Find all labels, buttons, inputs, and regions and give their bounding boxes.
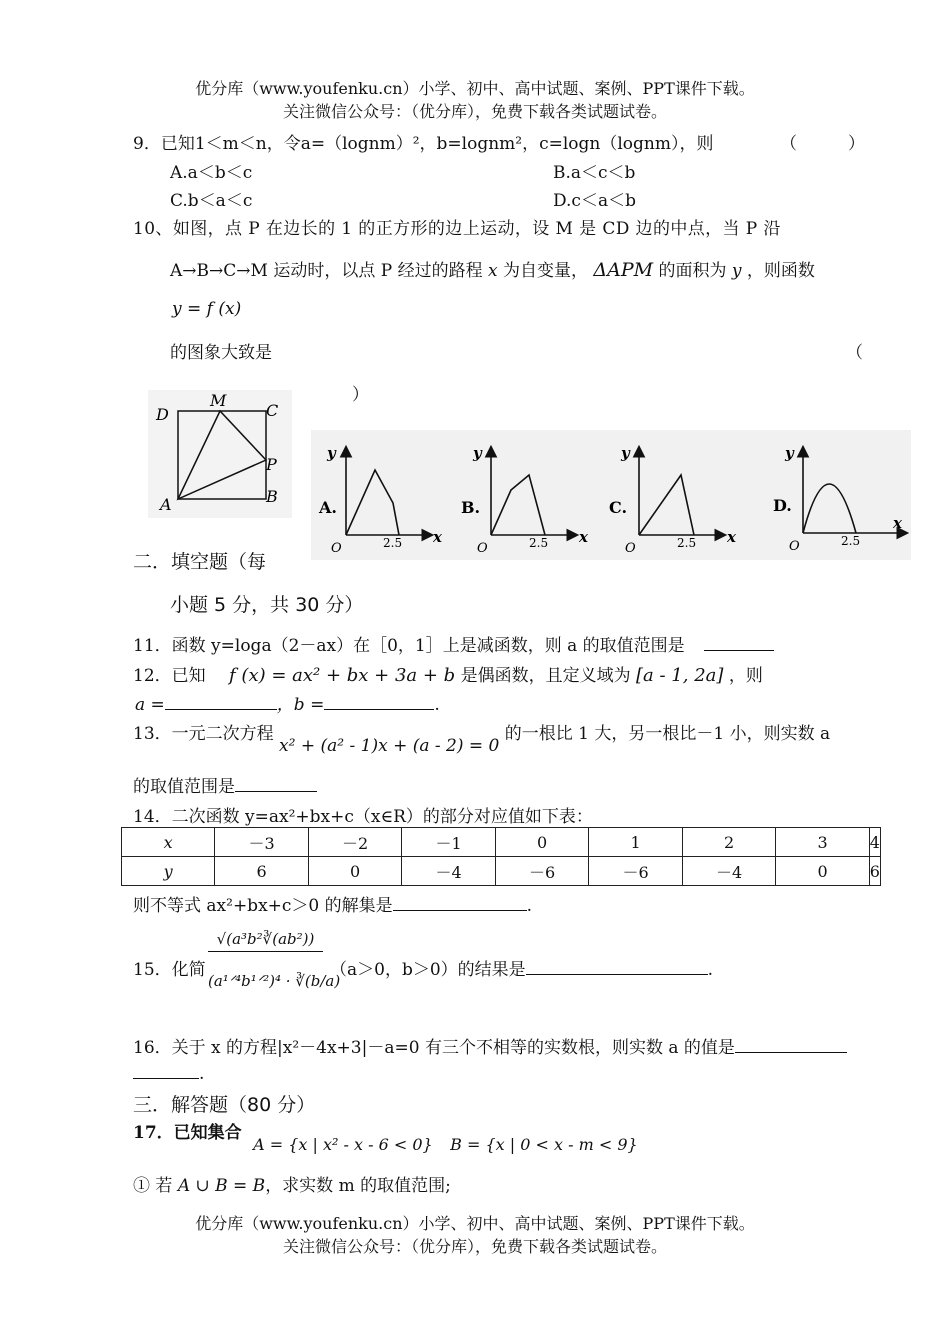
q12 <box>133 661 763 686</box>
q15-denominator: (a¹ᐟ⁴b¹ᐟ²)⁴ · ∛(b/a) <box>208 972 341 990</box>
graph-b-x: x <box>579 528 588 546</box>
q10-paren-open: （ <box>846 343 863 363</box>
graph-c-x: x <box>727 528 736 546</box>
graph-b-y: y <box>473 444 482 462</box>
graph-d <box>773 444 906 554</box>
q16-line-2 <box>133 1062 204 1084</box>
table-cell: 0 <box>308 857 402 886</box>
table-header-y <box>122 857 215 886</box>
q14-blank <box>393 894 527 911</box>
q10-function-expr: y = f (x) <box>172 299 242 319</box>
q15-blank <box>526 958 708 975</box>
graph-b-tick: 2.5 <box>529 536 549 550</box>
graph-c-label: C. <box>609 498 628 517</box>
y-label: y <box>163 861 173 881</box>
q12-expr: f (x) = ax² + bx + 3a + b <box>229 665 456 686</box>
x-label: x <box>163 832 173 852</box>
q15-pre: 15．化简 <box>133 960 206 980</box>
graph-b-label: B. <box>461 498 481 517</box>
q10-var-x: x <box>487 261 498 281</box>
q15-end: . <box>707 960 714 980</box>
q17 <box>133 1118 638 1154</box>
table-cell: 3 <box>776 828 869 857</box>
table-cell: 6 <box>869 857 880 886</box>
graph-d-tick: 2.5 <box>841 534 861 548</box>
table-cell: 0 <box>776 857 869 886</box>
q14-value-table <box>121 827 881 886</box>
q17-part1-b: ，求实数 m 的取值范围; <box>265 1176 451 1196</box>
q10-line-4: 的图象大致是 <box>170 343 272 363</box>
square-diagram <box>148 390 292 518</box>
graph-c-origin: O <box>625 541 636 556</box>
q15-cond: （a＞0，b＞0）的结果是 <box>330 960 526 980</box>
q12-mid: 是偶函数，且定义域为 <box>460 666 631 686</box>
square-outline <box>178 411 266 499</box>
table-cell: －6 <box>589 857 683 886</box>
graph-d-origin: O <box>789 539 800 554</box>
table-cell: －3 <box>215 828 309 857</box>
table-cell: 1 <box>589 828 683 857</box>
graph-d-x: x <box>893 514 902 532</box>
q15-numerator: √(a³b²∛(ab²)) <box>208 930 323 952</box>
q16-text: 16．关于 x 的方程|x²－4x+3|－a=0 有三个不相等的实数根，则实数 a 的值是 <box>133 1038 735 1058</box>
q10-line-1: 10、如图，点 P 在边长的 1 的正方形的边上运动，设 M 是 CD 边的中点，当 P 沿 <box>133 219 781 239</box>
q12-domain: [a - 1, 2a] <box>636 665 724 686</box>
graph-a-x: x <box>433 528 442 546</box>
q17-set-a: A = {x | x² - x - 6 < 0} <box>253 1135 433 1154</box>
graph-b-curve <box>491 475 545 535</box>
table-cell: －6 <box>495 857 589 886</box>
graph-options <box>311 430 911 560</box>
table-cell: －1 <box>402 828 496 857</box>
q14-after-text: 则不等式 ax²+bx+c＞0 的解集是 <box>133 896 393 916</box>
header-line-2: 关注微信公众号：（优分库），免费下载各类试题试卷。 <box>282 102 667 121</box>
graph-c-y: y <box>621 444 630 462</box>
graph-b-origin: O <box>477 541 488 556</box>
q12-end: . <box>434 695 440 715</box>
graph-a-origin: O <box>331 541 342 556</box>
q12-pre: 12．已知 <box>133 666 206 686</box>
q12-a-blank <box>165 693 277 710</box>
graph-d-y: y <box>785 444 794 462</box>
section-2-title-b: 小题 5 分，共 30 分） <box>170 594 364 616</box>
q10-var-y: y <box>731 261 742 281</box>
graph-a <box>318 444 443 556</box>
table-cell: －4 <box>682 857 776 886</box>
q17-part1-a: ① 若 <box>133 1176 173 1196</box>
q10-function <box>172 299 241 319</box>
q16-line-1 <box>133 1033 847 1058</box>
label-a: A <box>160 495 172 514</box>
q11-blank <box>704 634 774 651</box>
q13-line-2-text: 的取值范围是 <box>133 777 235 797</box>
q16-blank-1 <box>735 1036 847 1053</box>
triangle-apm <box>178 411 266 499</box>
q13 <box>133 719 831 756</box>
table-cell: 0 <box>495 828 589 857</box>
table-cell: 6 <box>215 857 309 886</box>
q9-option-c: C.b＜a＜c <box>170 191 253 211</box>
graph-d-curve <box>803 484 856 533</box>
section-3-title: 三．解答题（80 分） <box>133 1094 316 1116</box>
table-header-x <box>122 828 215 857</box>
q14-stem: 14．二次函数 y=ax²+bx+c（x∈R）的部分对应值如下表： <box>133 807 593 827</box>
q17-pre: 17．已知集合 <box>133 1123 242 1143</box>
q17-part-1 <box>133 1171 451 1196</box>
q17-part1-expr: A ∪ B = B <box>177 1176 266 1196</box>
header-line-1: 优分库（www.youfenku.cn）小学、初中、高中试题、案例、PPT课件下载。 <box>195 79 755 98</box>
q10-line-2b: 为自变量， <box>502 261 588 281</box>
table-cell: 4 <box>869 828 880 857</box>
q10-line-2d: ，则函数 <box>746 261 815 281</box>
graph-a-curve <box>346 470 399 535</box>
square-figure <box>148 390 292 518</box>
q13-blank <box>235 775 317 792</box>
q10-paren-close: ） <box>352 385 369 405</box>
q16-blank-2 <box>133 1062 199 1079</box>
footer-line-2: 关注微信公众号：（优分库），免费下载各类试题试卷。 <box>282 1237 667 1256</box>
q16-end: . <box>199 1064 205 1084</box>
graph-d-label: D. <box>773 496 792 515</box>
table-row-y <box>122 857 881 886</box>
label-d: D <box>156 405 169 424</box>
q10-triangle-apm: ΔAPM <box>593 259 654 281</box>
q12-b-blank <box>324 693 434 710</box>
label-p: P <box>266 455 277 474</box>
graph-c <box>609 444 737 556</box>
q13-expr: x² + (a² - 1)x + (a - 2) = 0 <box>279 736 500 756</box>
label-b: B <box>266 487 278 506</box>
graph-b <box>461 444 589 556</box>
label-m: M <box>210 391 227 410</box>
table-cell: －4 <box>402 857 496 886</box>
q9-option-a: A.a＜b＜c <box>170 163 253 183</box>
footer-line-1: 优分库（www.youfenku.cn）小学、初中、高中试题、案例、PPT课件下载。 <box>195 1214 755 1233</box>
q14-after <box>133 891 532 916</box>
q15-tail <box>330 955 713 980</box>
q12-post: ，则 <box>728 666 763 686</box>
q15-fraction <box>208 930 341 990</box>
q12-b-eq: ，b = <box>276 695 325 715</box>
q12-a-eq: a = <box>135 695 165 715</box>
graph-a-y: y <box>327 444 336 462</box>
q13-pre: 13．一元二次方程 <box>133 724 274 744</box>
label-c: C <box>266 401 279 420</box>
q10-line-2c: 的面积为 <box>658 261 727 281</box>
q11-text: 11．函数 y=loga（2－ax）在［0，1］上是减函数，则 a 的取值范围是 <box>133 636 685 656</box>
q13-line-2 <box>133 772 317 797</box>
q9-option-b: B.a＜c＜b <box>553 163 636 183</box>
graph-a-tick: 2.5 <box>383 536 403 550</box>
graph-options-svg <box>311 430 911 560</box>
q14-end: . <box>526 896 533 916</box>
graph-a-label: A. <box>319 498 337 517</box>
q10-line-2a: A→B→C→M 运动时，以点 P 经过的路程 <box>170 261 483 281</box>
q13-post: 的一根比 1 大，另一根比－1 小，则实数 a <box>504 724 831 744</box>
table-cell: 2 <box>682 828 776 857</box>
q9-option-d: D.c＜a＜b <box>553 191 636 211</box>
table-row-x <box>122 828 881 857</box>
q11 <box>133 631 774 656</box>
q17-set-b: B = {x | 0 < x - m < 9} <box>450 1135 638 1154</box>
q10-line-2 <box>170 256 815 281</box>
graph-c-tick: 2.5 <box>677 536 697 550</box>
graph-c-curve <box>639 475 694 535</box>
q9-stem: 9．已知1＜m＜n，令a=（lognm）²，b=lognm²，c=logn（lognm），则 <box>133 134 714 154</box>
q9-answer-paren: （ ） <box>780 134 865 154</box>
q12-answers <box>135 690 440 715</box>
section-2-title-a: 二．填空题（每 <box>133 551 267 573</box>
table-cell: －2 <box>308 828 402 857</box>
